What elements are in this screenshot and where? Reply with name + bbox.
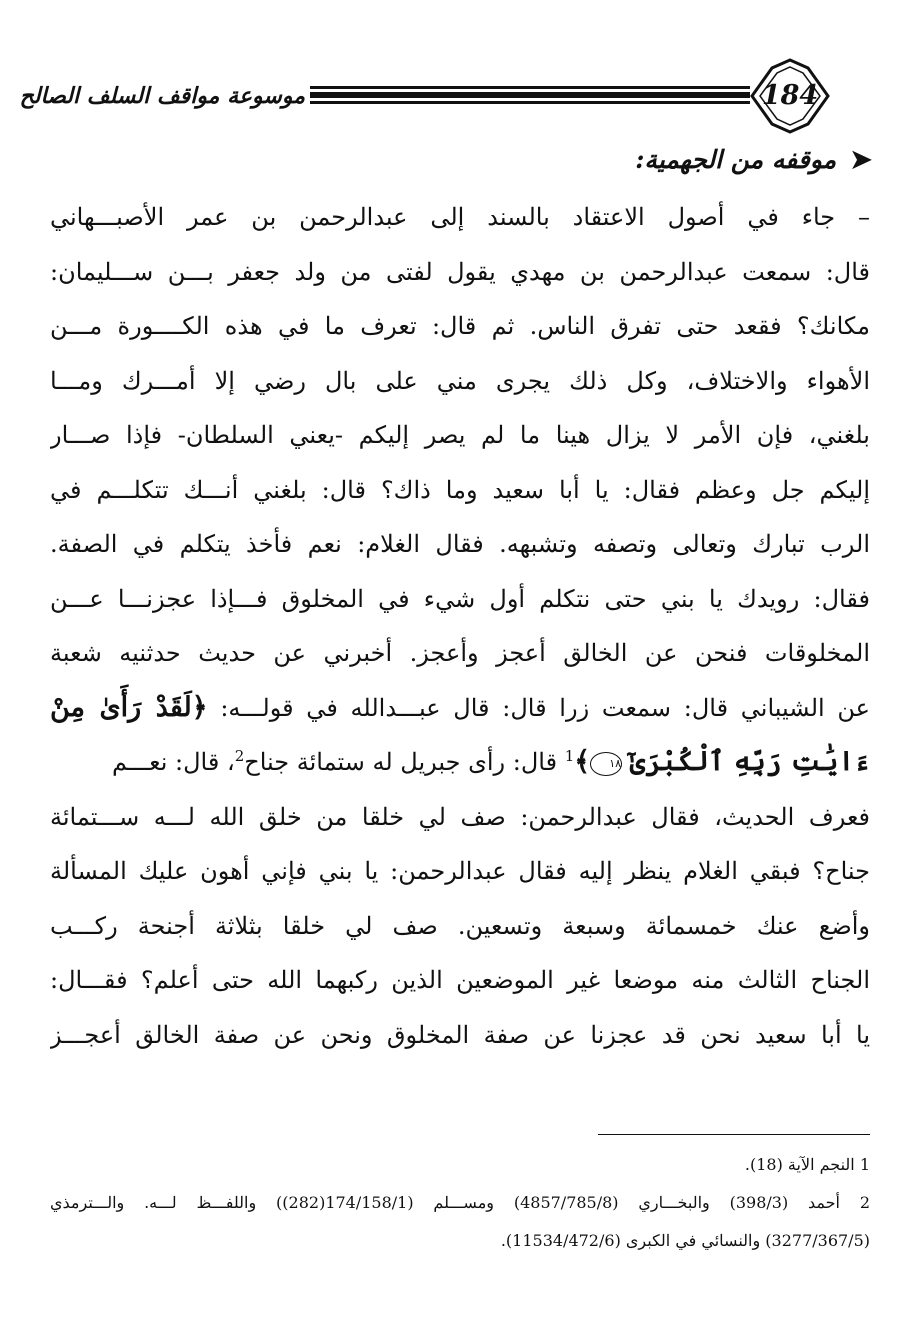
body-line: إليكم جل وعظم فقال: يا أبا سعيد وما ذاك؟ قال: بلغني أنـــك تتكلـــم في bbox=[50, 475, 870, 504]
page-number: 184 bbox=[761, 80, 819, 111]
quran-verse: ﴿لَقَدْ رَأَىٰ مِنْ bbox=[50, 691, 208, 723]
quran-close-bracket: ﴾ bbox=[574, 746, 591, 777]
arrow-marker-icon: ➤ bbox=[850, 145, 872, 175]
footnotes bbox=[50, 1146, 870, 1260]
footnote-1: 1 النجم الآية (18). bbox=[744, 1155, 870, 1174]
ayah-number-marker: ١٨ bbox=[590, 752, 622, 776]
section-heading-text: موقفه من الجهمية: bbox=[635, 145, 837, 174]
page-number-badge bbox=[748, 58, 832, 134]
footnote-2-line-1: 2 أحمد (398/3) والبخـــاري (4857/785/8) ومســـلم (174/158/1(282)) واللفـــظ لـــه. والـــترمذي bbox=[50, 1193, 870, 1212]
body-line bbox=[50, 735, 870, 790]
footnote-2-line-2: (3277/367/5) والنسائي في الكبرى (11534/472/6). bbox=[500, 1231, 870, 1250]
body-line: يا أبا سعيد نحن قد عجزنا عن صفة المخلوق ونحن عن صفة الخالق أعجـــز bbox=[50, 1020, 870, 1049]
body-text-span: قال: رأى جبريل له ستمائة جناح bbox=[244, 748, 565, 776]
book-title: موسوعة مواقف السلف الصالح bbox=[19, 83, 305, 109]
body-line: – جاء في أصول الاعتقاد بالسند إلى عبدالرحمن بن عمر الأصبـــهاني bbox=[50, 203, 870, 231]
quran-verse: ءَايَٰتِ رَبِّهِ ٱلْكُبْرَىٰٓ bbox=[629, 746, 870, 777]
body-line: مكانك؟ فقعد حتى تفرق الناس. ثم قال: تعرف ما في هذه الكــــورة مـــن bbox=[50, 312, 870, 340]
body-line: وأضع عنك خمسمائة وسبعة وتسعين. صف لي خلقا بثلاثة أجنحة ركـــب bbox=[50, 911, 870, 940]
section-heading bbox=[452, 140, 872, 180]
header-rule-thin-bottom bbox=[310, 101, 750, 104]
body-line bbox=[50, 681, 870, 736]
header-rule-thick bbox=[310, 92, 750, 98]
body-line: قال: سمعت عبدالرحمن بن مهدي يقول لفتى من ولد جعفر بـــن ســـليمان: bbox=[50, 257, 870, 286]
body-line: الرب تبارك وتعالى وتصفه وتشبهه. فقال الغلام: نعم فأخذ يتكلم في الصفة. bbox=[50, 530, 870, 558]
body-line: جناح؟ فبقي الغلام ينظر إليه فقال عبدالرحمن: يا بني فإني أهون عليك المسألة bbox=[50, 857, 870, 885]
body-text-span: عن الشيباني قال: سمعت زرا قال: قال عبـــدالله في قولـــه: bbox=[220, 693, 870, 722]
body-line: فعرف الحديث، فقال عبدالرحمن: صف لي خلقا من خلق الله لـــه ســـتمائة bbox=[50, 802, 870, 831]
body-line: الأهواء والاختلاف، وكل ذلك يجرى مني على بال رضي إلا أمـــرك ومـــا bbox=[50, 366, 870, 395]
body-text bbox=[50, 190, 870, 1062]
body-line: بلغني، فإن الأمر لا يزال هينا ما لم يصر إليكم -يعني السلطان- فإذا صـــار bbox=[50, 421, 870, 449]
header-rule-thin-top bbox=[310, 86, 750, 89]
header-rule bbox=[310, 86, 750, 104]
page-header bbox=[20, 58, 900, 138]
body-line: المخلوقات فنحن عن الخالق أعجز وأعجز. أخبرني عن حديث حدثنيه شعبة bbox=[50, 639, 870, 667]
footnote-ref: 2 bbox=[234, 747, 245, 765]
body-line: الجناح الثالث منه موضعا غير الموضعين الذين ركبهما الله حتى أعلم؟ فقـــال: bbox=[50, 966, 870, 994]
footnote-separator bbox=[598, 1134, 870, 1135]
footnote-ref: 1 bbox=[564, 747, 575, 765]
body-text-span: ، قال: نعـــم bbox=[112, 748, 235, 776]
body-line: فقال: رويدك يا بني حتى نتكلم أول شيء في المخلوق فـــإذا عجزنـــا عـــن bbox=[50, 584, 870, 613]
